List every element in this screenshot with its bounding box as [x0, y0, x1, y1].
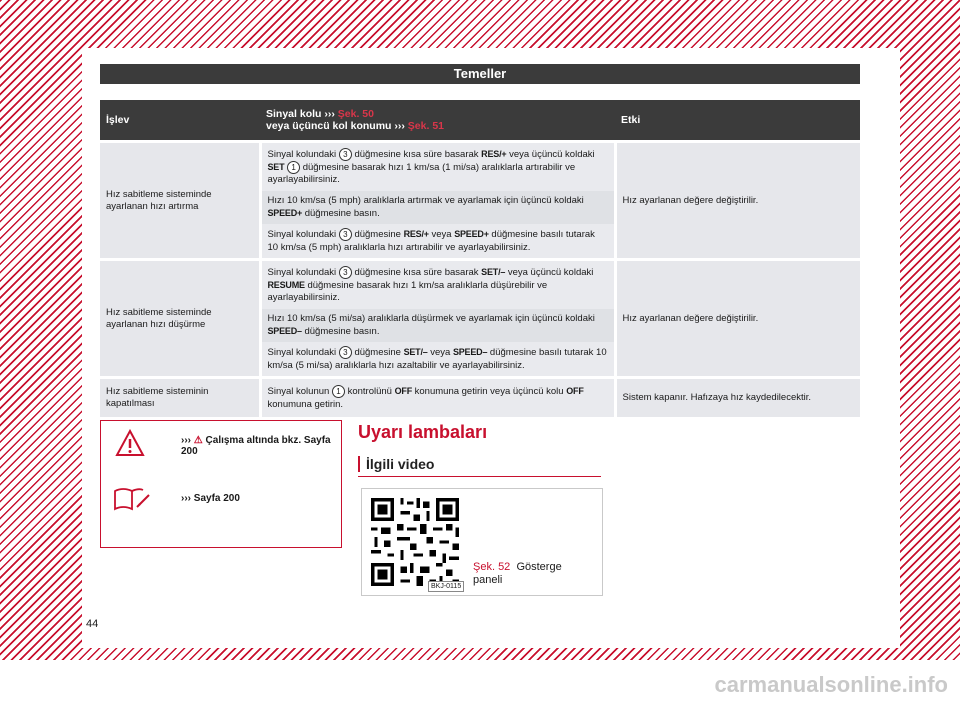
book-icon [113, 485, 153, 518]
control-cell: Hızı 10 km/sa (5 mi/sa) aralıklarla düşürmek ve ayarlamak için üçüncü koldaki SPEED– düğmesine basın. [260, 309, 615, 342]
key-label: SET/– [481, 267, 506, 277]
function-cell: Hız sabitleme sisteminde ayarlanan hızı artırma [100, 143, 260, 258]
key-label: SPEED– [452, 347, 488, 358]
key-label: SPEED+ [454, 229, 489, 240]
callout-number: 3 [339, 266, 352, 279]
col-header-function: İşlev [100, 100, 260, 140]
callout-number: 3 [339, 228, 352, 241]
effect-cell: Sistem kapanır. Hafızaya hız kaydedilecektir. [615, 379, 860, 417]
effect-cell: Hız ayarlanan değere değiştirilir. [615, 143, 860, 258]
subsection-title: İlgili video [358, 456, 434, 472]
effect-cell: Hız ayarlanan değere değiştirilir. [615, 261, 860, 376]
qr-code-label: BKJ-0115 [428, 581, 464, 592]
col-header-effect: Etki [615, 100, 860, 140]
figure-ref-link[interactable]: Şek. 51 [407, 120, 444, 132]
page-header: Temeller [100, 64, 860, 84]
control-cell: Sinyal kolundaki 3 düğmesine kısa süre basarak RES/+ veya üçüncü koldaki SET 1 düğmesine basarak hızı 1 km/sa (1 mi/sa) aralıklarla artırabilir ve ayarlayabilirsiniz. [260, 143, 615, 191]
function-cell: Hız sabitleme sisteminde ayarlanan hızı düşürme [100, 261, 260, 376]
control-cell: Hızı 10 km/sa (5 mph) aralıklarla artırmak ve ayarlamak için üçüncü koldaki SPEED+ düğmesine basın. [260, 191, 615, 224]
control-cell: Sinyal kolundaki 3 düğmesine RES/+ veya SPEED+ düğmesine basılı tutarak 10 km/sa (5 mph) aralıklarla hızı artırabilir ve ayarlayabilirsiniz. [260, 224, 615, 258]
key-label: SPEED– [267, 326, 302, 336]
warning-link[interactable]: ››› ⚠ Çalışma altında bkz. Sayfa 200 [181, 435, 331, 457]
table-row [100, 143, 860, 191]
figure-caption: Şek. 52 Gösterge paneli [473, 561, 562, 586]
control-cell: Sinyal kolunun 1 kontrolünü OFF konumuna getirin veya üçüncü kolu OFF konumuna getirin. [260, 379, 615, 417]
warning-box [100, 420, 342, 548]
key-label: SET [267, 162, 285, 173]
warning-triangle-icon [115, 429, 145, 462]
reference-link[interactable]: ››› Sayfa 200 [181, 493, 240, 504]
table-row [100, 379, 860, 417]
control-cell: Sinyal kolundaki 3 düğmesine SET/– veya SPEED– düğmesine basılı tutarak 10 km/sa (5 mi/sa) aralıklarla hızı azaltabilir ve ayarlayabilirsiniz. [260, 342, 615, 376]
watermark: carmanualsonline.info [714, 672, 948, 697]
key-label: RESUME [267, 280, 305, 290]
key-label: RES/+ [481, 149, 507, 159]
key-label: OFF [566, 386, 584, 397]
col-header-control: Sinyal kolu ››› Şek. 50 veya üçüncü kol konumu ››› Şek. 51 [260, 100, 615, 140]
subsection-divider [358, 476, 601, 477]
table-row [100, 261, 860, 309]
page-number: 44 [86, 618, 99, 630]
control-cell: Sinyal kolundaki 3 düğmesine kısa süre basarak SET/– veya üçüncü koldaki RESUME düğmesine basarak hızı 1 km/sa aralıklarla düşürebilir ve ayarlayabilirsiniz. [260, 261, 615, 309]
function-cell: Hız sabitleme sisteminin kapatılması [100, 379, 260, 417]
video-box [361, 488, 603, 596]
function-table [100, 100, 860, 417]
key-label: SET/– [403, 347, 428, 358]
callout-number: 3 [339, 346, 352, 359]
page [82, 48, 900, 648]
qr-code-icon[interactable] [368, 495, 462, 589]
key-label: OFF [394, 386, 412, 397]
callout-number: 1 [332, 385, 345, 398]
key-label: RES/+ [403, 229, 429, 240]
figure-ref-link[interactable]: Şek. 50 [337, 108, 374, 120]
section-title: Uyarı lambaları [358, 422, 488, 442]
callout-number: 1 [287, 161, 300, 174]
callout-number: 3 [339, 148, 352, 161]
key-label: SPEED+ [267, 208, 303, 218]
